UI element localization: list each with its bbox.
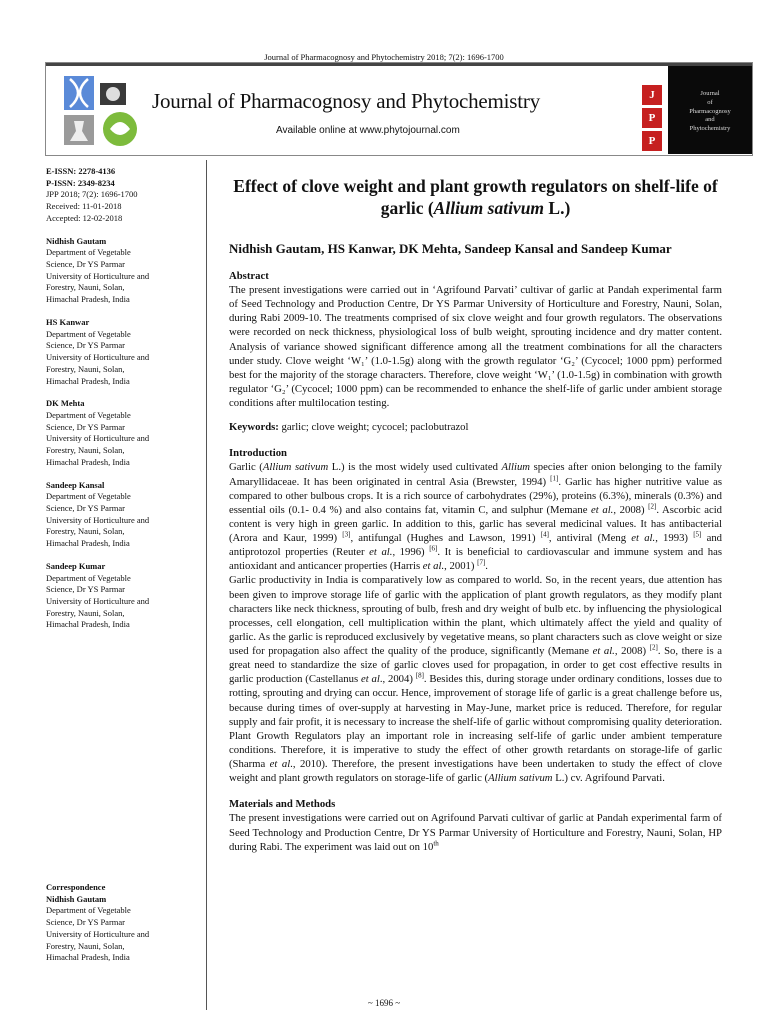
- jpp-letter: J: [642, 85, 662, 105]
- affiliation-block: [46, 236, 196, 306]
- jpp-letter: P: [642, 131, 662, 151]
- affiliation-line: Department of Vegetable: [46, 247, 131, 258]
- meta-line: P-ISSN: 2349-8234: [46, 177, 115, 188]
- abstract-heading: Abstract: [229, 269, 269, 282]
- affiliation-line: Forestry, Nauni, Solan,: [46, 363, 125, 374]
- affiliation-line: University of Horticulture and: [46, 596, 150, 606]
- journal-logo-icon: [56, 71, 156, 151]
- jpp-letter: P: [642, 108, 662, 128]
- affiliation-line: Department of Vegetable: [46, 572, 131, 583]
- cover-line: and: [705, 116, 715, 124]
- affiliation-line: University of Horticulture and: [46, 352, 150, 363]
- banner-rule: [46, 63, 752, 66]
- correspondence: [46, 882, 196, 964]
- journal-title: Journal of Pharmacognosy and Phytochemistry: [152, 89, 541, 113]
- affiliations: [46, 236, 196, 632]
- introduction-paragraph-2: Garlic productivity in India is comparatively low as compared to world. So, in the recent years, due attention has been given to improve storage life of garlic with the application of plant growth regulators, as they modify plant characters like neck thickness, sprouting of bulb, fresh and dry weight of bulb etc. by influencing the physiological processes, cell elongation, cell multiplication within the plant, which ultimately affect the yield and quality of garlic. As the garlic is reproduced exclusively by vegetative means, so plant characters such as clove weight or size used for propagation also affect the quality of the produce, significantly (Memane et al., 2008) [2]. So, there is a great need to standardize the size of garlic cloves used for propagation, in order to get cost effective results in garlic production (Castellanus et al., 2004) [8]. Besides this, during storage under ordinary conditions, losses due to rotting, sprouting and drying can occur. Hence, improvement of storage life of garlic is a great challenge before us, because during times of over-supply at harvesting in May-June, market price is reduced. Therefore, for regular supply and fair profit, it is necessary to increase the shelf-life of garlic without compromising quality deterioration. Plant Growth Regulators play an important role in increasing self-life of garlic under ambient temperature conditions. Therefore, it is imperative to study the effect of other growth retardants on storage-life of garlic (Sharma et al., 2010). Therefore, the present investigations have been undertaken to study the effect of clove weight and plant growth regulators on storage-life of garlic (Allium sativum L.) cv. Agrifound Parvati.: [229, 574, 723, 785]
- affiliation-author-name: DK Mehta: [46, 398, 85, 409]
- cover-line: of: [707, 98, 713, 106]
- affiliation-line: Department of Vegetable: [46, 491, 131, 502]
- affiliation-line: Himachal Pradesh, India: [46, 375, 130, 386]
- article-body: [229, 176, 722, 854]
- correspondence-line: Department of Vegetable: [46, 905, 131, 916]
- methods-text: The present investigations were carried out on Agrifound Parvati cultivar of garlic at Pandah experimental farm of Seed Technology and Production Centre, Dr YS Parmar University of Horticulture and Forestry, Nauni, Solan, HP during Rabi. The experiment was laid out on 10th: [229, 812, 722, 853]
- column-divider: [206, 160, 207, 1010]
- correspondence-line: Forestry, Nauni, Solan,: [46, 940, 125, 951]
- affiliation-line: Himachal Pradesh, India: [46, 538, 130, 549]
- methods-heading: Materials and Methods: [229, 798, 336, 811]
- correspondence-line: Himachal Pradesh, India: [46, 952, 130, 963]
- affiliation-line: Science, Dr YS Parmar: [46, 340, 125, 351]
- affiliation-line: Science, Dr YS Parmar: [46, 584, 125, 595]
- introduction-paragraph-1: Garlic (Allium sativum L.) is the most widely used cultivated Allium species after onion belonging to the family Amaryllidaceae. It has been originated in central Asia (Brewster, 1994) [1]. Garlic has higher nutritive value as compared to other bulbous crops. It is a rich source of carbohydrates (29%), proteins (6.3%), minerals (0.3%) and essential oils (0.1- 0.4 %) and also contains fat, vitamin C, and sulphur (Memane et al., 2008) [2]. Ascorbic acid content is very high in green garlic. In addition to this, garlic has several medicinal values. It has antibacterial (Arora and Kaur, 1999) [3], antifungal (Hughes and Lawson, 1991) [4], antiviral (Meng et al., 1993) [5] and antiprotozol properties (Reuter et al., 1996) [6]. It is beneficial to cardiovascular and immune system and has antioxidant and anticancer properties (Harris et al., 2001) [7].: [229, 461, 723, 573]
- affiliation-line: Department of Vegetable: [46, 328, 131, 339]
- cover-line: Phytochemistry: [689, 125, 731, 133]
- affiliation-line: Science, Dr YS Parmar: [46, 421, 125, 432]
- affiliation-line: Science, Dr YS Parmar: [46, 259, 125, 270]
- affiliation-line: University of Horticulture and: [46, 433, 150, 444]
- affiliation-line: Department of Vegetable: [46, 409, 131, 420]
- left-sidebar: [46, 166, 196, 631]
- affiliation-line: University of Horticulture and: [46, 270, 150, 281]
- meta-line: E-ISSN: 2278-4136: [46, 166, 116, 176]
- jpp-letters: [642, 85, 662, 154]
- affiliation-line: Science, Dr YS Parmar: [46, 502, 125, 513]
- affiliation-line: University of Horticulture and: [46, 514, 150, 525]
- issn-meta: [46, 166, 196, 225]
- meta-line: Received: 11-01-2018: [46, 201, 122, 212]
- introduction-heading: Introduction: [229, 447, 288, 460]
- affiliation-author-name: Sandeep Kumar: [46, 560, 106, 571]
- affiliation-block: [46, 317, 196, 387]
- paper-title: Effect of clove weight and plant growth regulators on shelf-life of garlic (Allium sativum L.): [233, 176, 718, 218]
- meta-line: JPP 2018; 7(2): 1696-1700: [46, 189, 138, 200]
- affiliation-author-name: HS Kanwar: [46, 316, 90, 327]
- cover-line: Pharmacognosy: [689, 107, 731, 115]
- abstract-text: The present investigations were carried out in ‘Agrifound Parvati’ cultivar of garlic at Pandah experimental farm of Seed Technology and Production Centre, Dr YS Parmar University of Horticulture and Forestry, Nauni, Solan, during Rabi 2009-10. The treatments comprised of six clove weight and four growth regulators. The observations were recorded on neck thickness, physiological loss of bulb weight, sprouting incidence and dry matter content. Analysis of variance showed significant difference among all the treatment combinations for all the characters under study. Clove weight ‘W₁’ (1.0-1.5g) along with the growth regulator ‘G₂’ (Cycocel; 1000 ppm) performed best for the majority of the storage characters. Therefore, clove weight ‘W₁’ (1.0-1.5g) in combination with growth regulator ‘G₂’ (Cycocel; 1000 ppm) can be recommended to enhance the shelf-life of garlic under ambient storage conditions after multilocation testing.: [229, 284, 722, 410]
- running-header: Journal of Pharmacognosy and Phytochemistry 2018; 7(2): 1696-1700: [264, 52, 504, 62]
- affiliation-line: Himachal Pradesh, India: [46, 619, 130, 630]
- affiliation-author-name: Nidhish Gautam: [46, 235, 107, 246]
- journal-cover-box: [668, 66, 752, 154]
- meta-line: Accepted: 12-02-2018: [46, 212, 123, 223]
- journal-banner: [45, 62, 753, 156]
- affiliation-line: Himachal Pradesh, India: [46, 456, 130, 467]
- affiliation-block: [46, 480, 196, 550]
- affiliation-line: Himachal Pradesh, India: [46, 294, 130, 305]
- journal-url: Available online at www.phytojournal.com: [276, 125, 460, 136]
- page-number: ~ 1696 ~: [367, 998, 401, 1008]
- affiliation-block: [46, 561, 196, 631]
- correspondence-label: Correspondence: [46, 882, 106, 892]
- keywords: Keywords: garlic; clove weight; cycocel; paclobutrazol: [229, 421, 469, 434]
- affiliation-line: Forestry, Nauni, Solan,: [46, 607, 125, 618]
- affiliation-line: Forestry, Nauni, Solan,: [46, 445, 125, 456]
- affiliation-line: Forestry, Nauni, Solan,: [46, 526, 125, 537]
- correspondence-name: Nidhish Gautam: [46, 893, 107, 904]
- correspondence-line: University of Horticulture and: [46, 928, 150, 939]
- affiliation-block: [46, 398, 196, 468]
- author-list: Nidhish Gautam, HS Kanwar, DK Mehta, Sandeep Kansal and Sandeep Kumar: [229, 240, 672, 256]
- cover-line: Journal: [700, 90, 720, 97]
- affiliation-line: Forestry, Nauni, Solan,: [46, 282, 125, 293]
- affiliation-author-name: Sandeep Kansal: [46, 479, 105, 490]
- correspondence-line: Science, Dr YS Parmar: [46, 917, 125, 928]
